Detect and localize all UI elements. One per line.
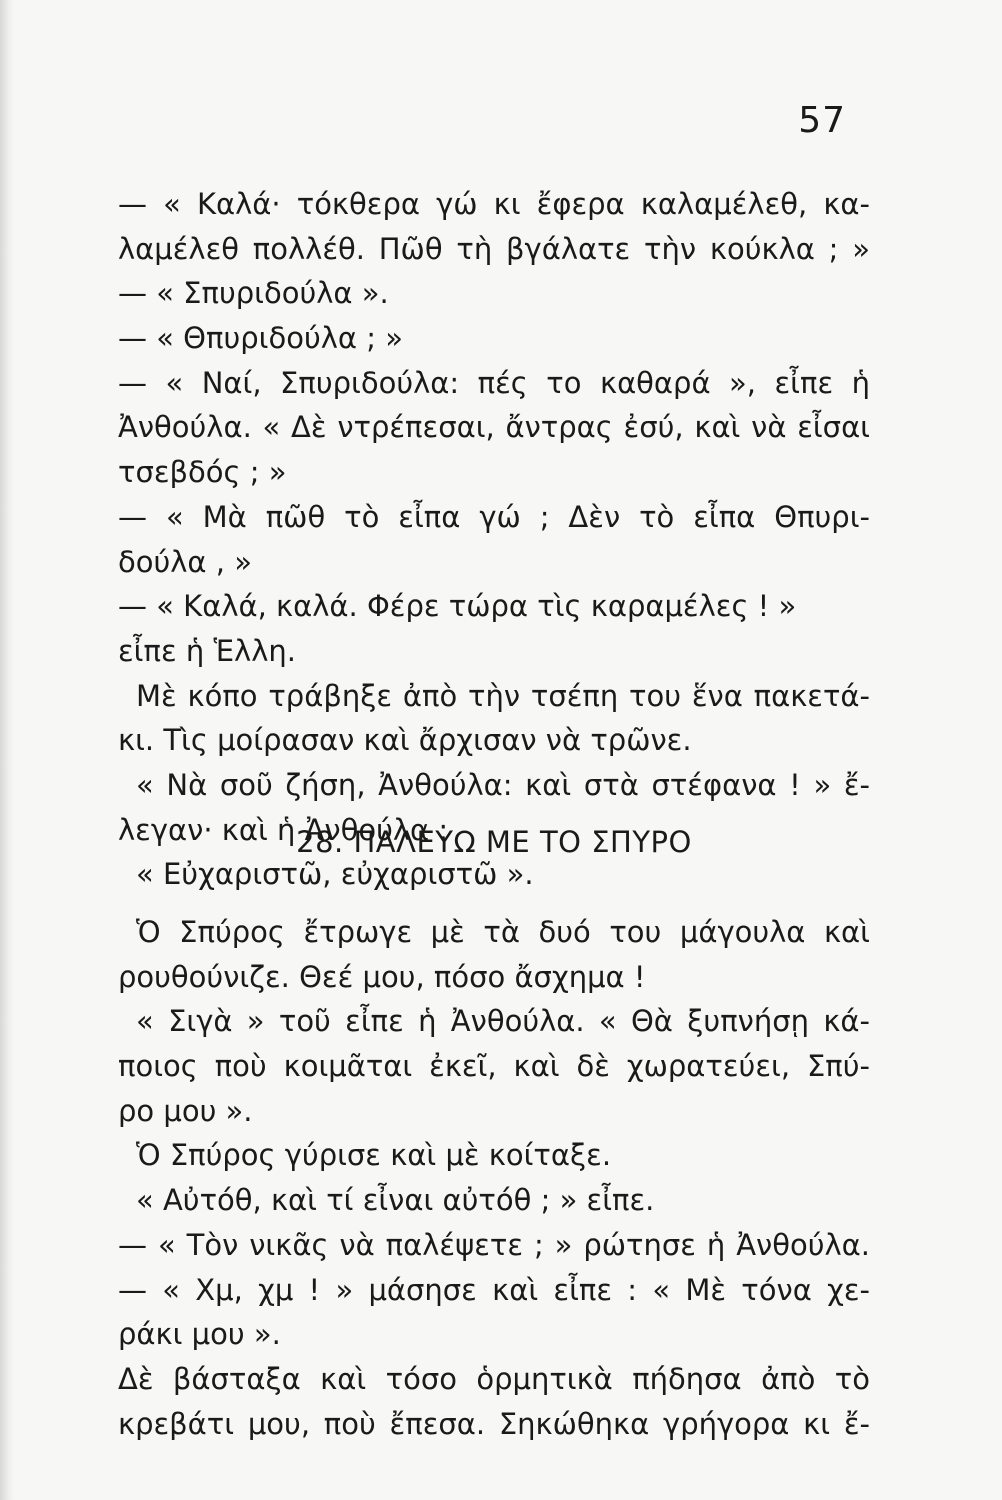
text-line: — « Ναί, Σπυριδούλα: πές το καθαρά », εἶπε ἡ xyxy=(118,365,870,400)
text-line: « Σιγὰ » τοῦ εἶπε ἡ Ἀνθούλα. « Θὰ ξυπνήσῃ κά- xyxy=(136,1004,870,1039)
text-line: Δὲ βάσταξα καὶ τόσο ὁρμητικὰ πήδησα ἀπὸ τὸ xyxy=(118,1361,870,1396)
text-line: « Νὰ σοῦ ζήση, Ἀνθούλα: καὶ στὰ στέφανα ! » ἔ- xyxy=(136,767,870,802)
text-line: τσεβδός ; » xyxy=(118,455,287,490)
text-line: Ὁ Σπύρος ἔτρωγε μὲ τὰ δυό του μάγουλα καὶ xyxy=(136,915,870,949)
text-line: ποιος ποὺ κοιμᾶται ἐκεῖ, καὶ δὲ χωρατεύει, Σπύ- xyxy=(118,1049,870,1084)
text-line: « Αὐτόθ, καὶ τί εἶναι αὐτόθ ; » εἶπε. xyxy=(136,1183,655,1218)
text-line: — « Χμ, χμ ! » μάσησε καὶ εἶπε : « Μὲ τόνα χε- xyxy=(118,1272,870,1307)
text-line: — « Θπυριδούλα ; » xyxy=(118,321,403,356)
text-line: λεγαν· καὶ ἡ Ἀνθούλα : xyxy=(118,812,449,847)
text-line: δούλα , » xyxy=(118,544,252,579)
text-section-chapter-28 xyxy=(118,910,870,1446)
text-line: κρεβάτι μου, ποὺ ἔπεσα. Σηκώθηκα γρήγορα κι ἔ- xyxy=(118,1406,870,1441)
text-section-dialogue xyxy=(118,182,870,897)
text-line: ράκι μου ». xyxy=(118,1317,281,1352)
text-line: — « Μὰ πῶθ τὸ εἶπα γώ ; Δὲν τὸ εἶπα Θπυρι- xyxy=(118,499,870,534)
page-edge xyxy=(0,0,14,1500)
text-line: — « Τὸν νικᾶς νὰ παλέψετε ; » ρώτησε ἡ Ἀνθούλα. xyxy=(118,1227,870,1262)
chapter-heading: 28. ΠΑΛΕΥΩ ΜΕ ΤΟ ΣΠΥΡΟ xyxy=(296,825,692,859)
text-line: — « Καλά· τόκθερα γώ κι ἔφερα καλαμέλεθ, κα- xyxy=(118,187,870,221)
page-number: 57 xyxy=(798,100,846,141)
text-line: κι. Τὶς μοίρασαν καὶ ἄρχισαν νὰ τρῶνε. xyxy=(118,723,692,758)
text-line: λαμέλεθ πολλέθ. Πῶθ τὴ βγάλατε τὴν κούκλα ; » xyxy=(118,231,870,266)
text-line: Ὁ Σπύρος γύρισε καὶ μὲ κοίταξε. xyxy=(136,1138,612,1173)
text-line: — « Καλά, καλά. Φέρε τώρα τὶς καραμέλες ! » xyxy=(118,589,797,624)
text-line: — « Σπυριδούλα ». xyxy=(118,276,389,311)
text-line: εἶπε ἡ Ἑλλη. xyxy=(118,633,296,668)
text-line: ρο μου ». xyxy=(118,1093,253,1128)
text-line: Μὲ κόπο τράβηξε ἀπὸ τὴν τσέπη του ἕνα πακετά- xyxy=(136,678,870,713)
text-line: Ἀνθούλα. « Δὲ ντρέπεσαι, ἄντρας ἐσύ, καὶ νὰ εἶσαι xyxy=(118,410,870,445)
text-line: « Εὐχαριστῶ, εὐχαριστῶ ». xyxy=(136,857,534,892)
text-line: ρουθούνιζε. Θεέ μου, πόσο ἄσχημα ! xyxy=(118,959,646,994)
